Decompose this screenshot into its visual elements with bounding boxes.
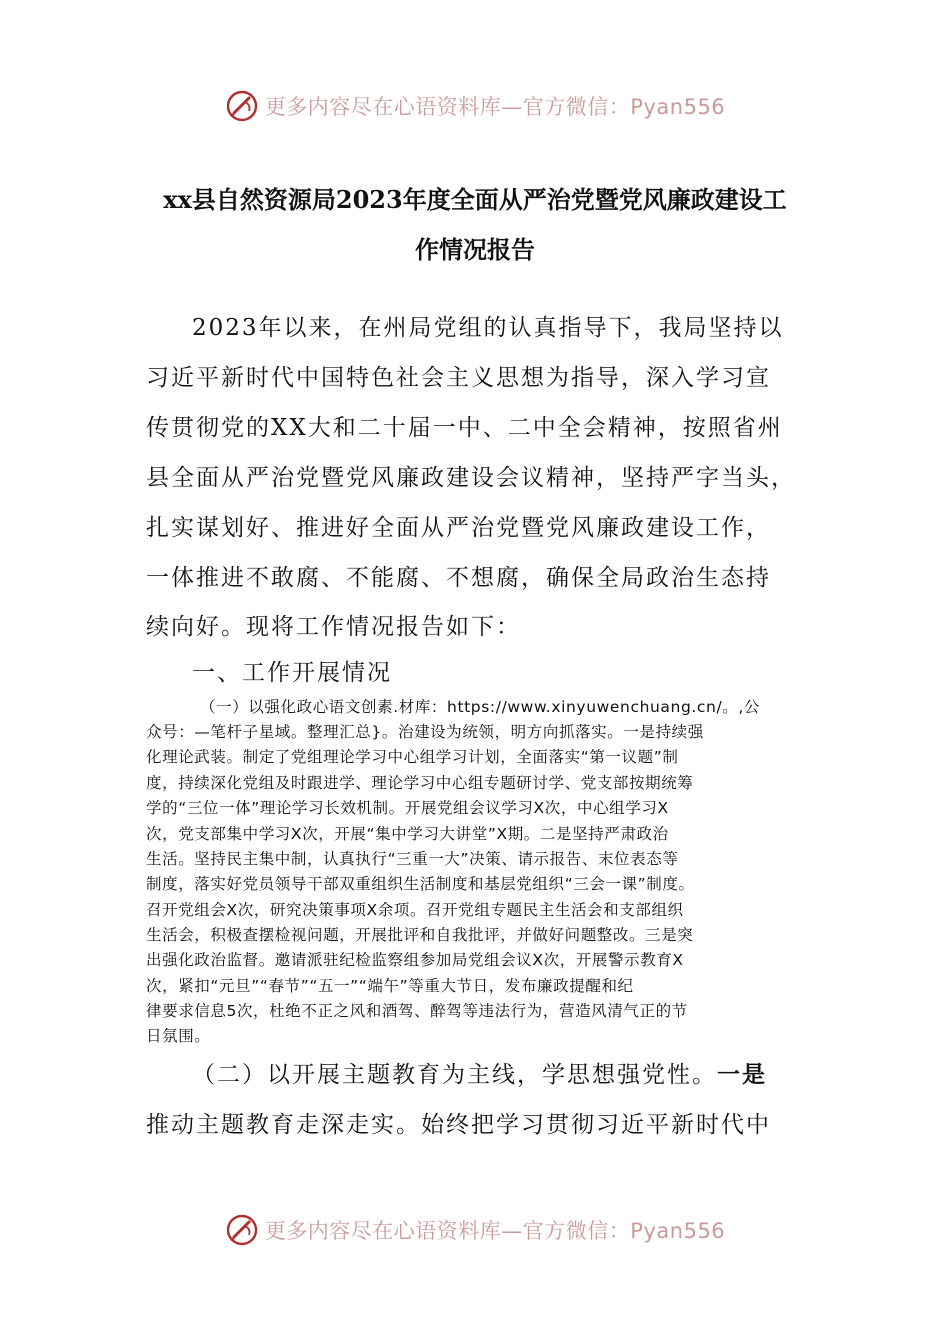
- body-line: 度，持续深化党组及时跟进学、理论学习中心组专题研讨学、党支部按期统筹: [146, 774, 694, 792]
- header-watermark-banner: [0, 84, 950, 128]
- body-line: 次，党支部集中学习X次，开展“集中学习大讲堂”X期。二是坚持严肃政治: [146, 825, 669, 843]
- body-line: 召开党组会X次，研究决策事项X余项。召开党组专题民主生活会和支部组织: [146, 901, 684, 919]
- body-line: 生活会，积极查摆检视问题，开展批评和自我批评，并做好问题整改。三是突: [146, 926, 694, 944]
- intro-line: 2023年以来，在州局党组的认真指导下，我局坚持以: [192, 315, 784, 341]
- banner-text: 更多内容尽在心语资料库—官方微信：Pyan556: [264, 95, 726, 119]
- intro-line: 习近平新时代中国特色社会主义思想为指导，深入学习宣: [146, 365, 771, 391]
- body-line: 次，紧扣“元旦”“春节”“五一”“端午”等重大节日，发布廉政提醒和纪: [146, 977, 634, 995]
- document-title-line-1: xx县自然资源局2023年度全面从严治党暨党风廉政建设工: [163, 185, 787, 214]
- footer-watermark-banner: [0, 1208, 950, 1252]
- body-line: 学的“三位一体”理论学习长效机制。开展党组会议学习X次，中心组学习X: [146, 799, 669, 817]
- subsection-line: [192, 1056, 767, 1089]
- subsection-text: （二）以开展主题教育为主线，学思想强党性。: [192, 1062, 717, 1088]
- body-line: 出强化政治监督。邀请派驻纪检监察组参加局党组会议X次，开展警示教育X: [146, 951, 684, 969]
- intro-line: 续向好。现将工作情况报告如下：: [146, 614, 521, 640]
- section-heading: 一、工作开展情况: [192, 660, 392, 686]
- body-line: 日氛围。: [146, 1027, 211, 1045]
- intro-line: 一体推进不敢腐、不能腐、不想腐，确保全局政治生态持: [146, 565, 771, 591]
- intro-line: 县全面从严治党暨党风廉政建设会议精神，坚持严字当头，: [146, 465, 796, 491]
- intro-line: 扎实谋划好、推进好全面从严治党暨党风廉政建设工作，: [146, 515, 771, 541]
- document-title-line-2: 作情况报告: [415, 235, 535, 264]
- body-line: 众号：—笔杆子星域。整理汇总}。治建设为统领，明方向抓落实。一是持续强: [146, 723, 704, 741]
- subsection-bold-text: 一是: [717, 1061, 767, 1088]
- body-line: 律要求信息5次，杜绝不正之风和酒驾、醉驾等违法行为，营造风清气正的节: [146, 1002, 688, 1020]
- pen-logo-icon: [225, 1213, 259, 1247]
- banner-text: 更多内容尽在心语资料库—官方微信：Pyan556: [264, 1219, 726, 1243]
- body-line: 生活。坚持民主集中制，认真执行“三重一大”决策、请示报告、末位表态等: [146, 850, 679, 868]
- body-line: 化理论武装。制定了党组理论学习中心组学习计划，全面落实“第一议题”制: [146, 748, 679, 766]
- subsection-line: 推动主题教育走深走实。始终把学习贯彻习近平新时代中: [146, 1112, 771, 1138]
- body-line: （一）以强化政心语文创素.材库：https://www.xinyuwenchuang.cn/。,公: [200, 698, 761, 716]
- intro-line: 传贯彻党的XX大和二十届一中、二中全会精神，按照省州: [146, 415, 783, 441]
- pen-logo-icon: [225, 89, 259, 123]
- body-line: 制度，落实好党员领导干部双重组织生活制度和基层党组织“三会一课”制度。: [146, 875, 695, 893]
